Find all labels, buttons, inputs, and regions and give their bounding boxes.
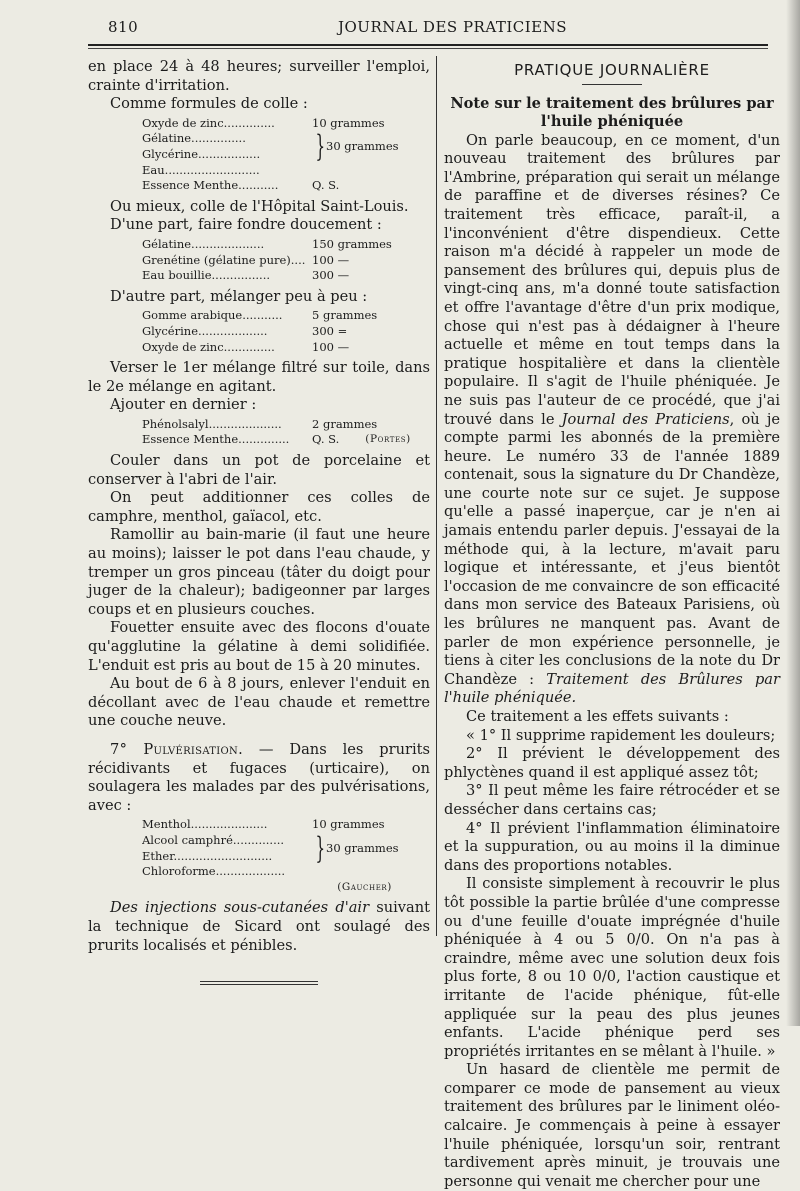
ingredient-qty: 100 — [312,252,350,267]
formula-row [142,417,412,433]
running-head [108,18,768,42]
paragraph-text: On parle beaucoup, en ce moment, d'un nouveau traitement des brûlures par l'Ambrine, préparation qui serait un mélange de paraffine et de diverses résines? Ce traitement très efficace, paraît-il, a l'inconvénient d'être dispendieux. Cette raison m'a décidé à rappeler un mode de pansement des brûlures qui, depuis plus de vingt-cinq ans, m'a donné toute satisfaction et offre l'avantage d'être d'un prix modique, chose qui n'est pas à dédaigner à l'heure actuelle et même en tout temps dans la pratique hospitalière et dans la clientèle populaire. Il s'agit de l'huile phéniquée. Je ne suis pas l'auteur de ce procédé, que j'ai trouvé dans le [444,131,780,428]
formula-row [142,308,412,324]
journal-title: JOURNAL DES PRATICIENS [338,18,568,36]
journal-reference: Journal des Praticiens [561,410,730,428]
formula-row [142,237,412,253]
ingredient-name: Phénolsalyl.................... [142,416,282,431]
list-item-effect-2: 2° Il prévient le développement des phlyctènes quand il est appliqué assez tôt; [444,745,780,781]
ingredient-name: Eau bouillie................ [142,268,271,283]
end-rule [200,981,318,985]
ingredient-qty: 300 = [312,323,348,338]
list-item-effect-1: « 1° Il supprime rapidement les douleurs; [466,726,776,744]
ingredient-qty: 10 grammes [312,115,385,130]
list-item-effect-4: 4° Il prévient l'inflammation éliminatoire et la suppuration, ou au moins il la diminue dans des proportions notables. [444,819,780,874]
paragraph-couler: Couler dans un pot de porcelaine et conserver à l'abri de l'air. [88,452,430,488]
header-rule [88,44,768,46]
formula-row [142,178,412,194]
paragraph-formulas-intro: Comme formules de colle : [110,95,308,113]
ingredient-name: Alcool camphré.............. [142,832,285,847]
paragraph-text: , où je compte parmi les abonnés de la première heure. Le numéro 33 de l'année 1889 contenait, sous la signature du Dr Chandèze, une courte note sur ce sujet. Je suppose qu'elle a passé inaperçue, car je n'en ai jamais entendu parler depuis. J'essayai de la méthode qui, à la lecture, m'avait paru logique et intéressante, et j'eus bientôt l'occasion de me convaincre de son efficacité dans mon service des Bateaux Parisiens, où les brûlures ne manquent pas. Avant de parler de mon expérience personnelle, je tiens à citer les conclusions de la note du Dr Chandèze : [444,410,781,688]
ingredient-qty: 10 grammes [312,817,385,832]
ingredient-name: Glycérine................. [142,146,261,161]
ingredient-name: Eau.......................... [142,162,260,177]
ingredient-qty: Q. S. [312,178,340,193]
brace-icon: } [315,129,326,165]
formula-gelatine [142,237,412,284]
formula-row [142,268,412,284]
formula-credit: (Gaucher) [337,880,392,893]
paragraph-dautre-part: D'autre part, mélanger peu à peu : [110,287,368,305]
paragraph-verser: Verser le 1er mélange filtré sur toile, dans le 2e mélange en agitant. [88,359,430,395]
list-item-effect-3: 3° Il peut même les faire rétrocéder et se dessécher dans certains cas; [444,782,780,818]
ingredient-name: Oxyde de zinc.............. [142,339,275,354]
formula-phenolsalyl [142,417,412,448]
paragraph-text: suivant la technique de Sicard ont soulagé des prurits localisés et pénibles. [88,899,431,954]
formula-colle [142,116,412,194]
right-column [444,58,780,1191]
ingredient-name: Ether........................... [142,848,273,863]
paragraph-ajouter: Ajouter en dernier : [110,396,257,414]
section-title: PRATIQUE JOURNALIÈRE [514,61,710,79]
paragraph-au-bout: Au bout de 6 à 8 jours, enlever l'enduit en décollant avec de l'eau chaude et remettre une couche neuve. [88,675,430,730]
paragraph-main [444,132,780,708]
ingredient-qty: 2 grammes [312,416,378,431]
paragraph-hasard: Un hasard de clientèle me permit de comparer ce mode de pansement au vieux traitement des brûlures par le liniment oléo-calcaire. Je commençais à peine à essayer l'huile phéniquée, lorsqu'un soir, rentrant tardivement après minuit, je trouvais une personne qui venait me chercher pour une [444,1061,780,1190]
formula-gomme [142,308,412,355]
ingredient-name: Grenétine (gélatine pure).... [142,252,306,267]
ingredient-qty: 30 grammes [326,840,399,855]
paragraph-fouetter: Fouetter ensuite avec des flocons d'ouate qu'agglutine la gélatine à demi solidifiée. L'enduit est pris au bout de 15 à 20 minutes. [88,619,430,674]
formula-row [142,432,412,448]
italic-phrase: Des injections sous-cutanées d'air [110,899,370,917]
ingredient-name: Gélatine............... [142,131,246,146]
paragraph-dune-part: D'une part, faire fondre doucement : [110,216,382,234]
formula-row [142,253,412,269]
ingredient-qty: 5 grammes [312,308,378,323]
paragraph-hopital: Ou mieux, colle de l'Hôpital Saint-Louis. [110,197,409,215]
ingredient-name: Glycérine................... [142,323,268,338]
formula-row [142,116,412,132]
section-rule [582,84,642,85]
ingredient-qty: 150 grammes [312,236,392,251]
formula-menthol [142,817,412,895]
paragraph-injections [88,899,430,955]
article-title: Note sur le traitement des brûlures par l'huile phéniquée [450,94,774,130]
ingredient-name: Essence Menthe.............. [142,432,290,447]
page-number: 810 [108,18,139,36]
paragraph-intro: en place 24 à 48 heures; surveiller l'emploi, crainte d'irritation. [88,58,430,94]
page-edge-shadow [786,0,800,1026]
left-column [88,58,430,985]
ingredient-name: Gomme arabique........... [142,308,283,323]
formula-row [142,817,412,833]
paragraph-consiste: Il consiste simplement à recouvrir le plus tôt possible la partie brûlée d'une compresse ou d'une feuille d'ouate imprégnée d'huile phéniquée à 4 ou 5 0/0. On n'a pas à craindre, même avec une solution deux fois plus forte, 8 ou 10 0/0, l'action caustique et irritante de l'acide phénique, fût-elle appliquée sur la peau des plus jeunes enfants. L'acide phénique perd ses propriétés irritantes en se mêlant à l'huile. » [444,875,780,1060]
ingredient-qty: Q. S. [312,432,340,447]
paragraph-effets: Ce traitement a les effets suivants : [466,708,729,725]
formula-row [142,340,412,356]
formula-brace-group [142,131,412,178]
ingredient-name: Chloroforme................... [142,864,286,879]
ingredient-name: Menthol..................... [142,817,268,832]
paragraph-additionner: On peut additionner ces colles de camphre, menthol, gaïacol, etc. [88,489,430,525]
formula-row [142,324,412,340]
ingredient-name: Gélatine.................... [142,236,265,251]
section-label: 7° Pulvérisation. [110,740,244,758]
ingredient-name: Essence Menthe........... [142,178,279,193]
note-reference: Traitement des Brûlures par l'huile phéniquée. [444,670,780,707]
ingredient-qty: 30 grammes [326,139,399,154]
ingredient-qty: 300 — [312,268,350,283]
column-divider [436,56,437,936]
formula-credit: (Portes) [365,433,411,446]
formula-brace-group [142,830,412,880]
ingredient-name: Oxyde de zinc.............. [142,115,275,130]
header-rule-thin [88,48,768,49]
brace-icon: } [315,830,326,866]
paragraph-text: — Dans les prurits récidivants et fugaces (urticaire), on soulagera les malades par des pulvérisations, avec : [88,740,430,814]
ingredient-qty: 100 — [312,339,350,354]
paragraph-pulverisation [88,741,430,815]
paragraph-ramollir: Ramollir au bain-marie (il faut une heure au moins); laisser le pot dans l'eau chaude, y tremper un gros pinceau (tâter du doigt pour juger de la chaleur); badigeonner par larges coups et en plusieurs couches. [88,526,430,618]
